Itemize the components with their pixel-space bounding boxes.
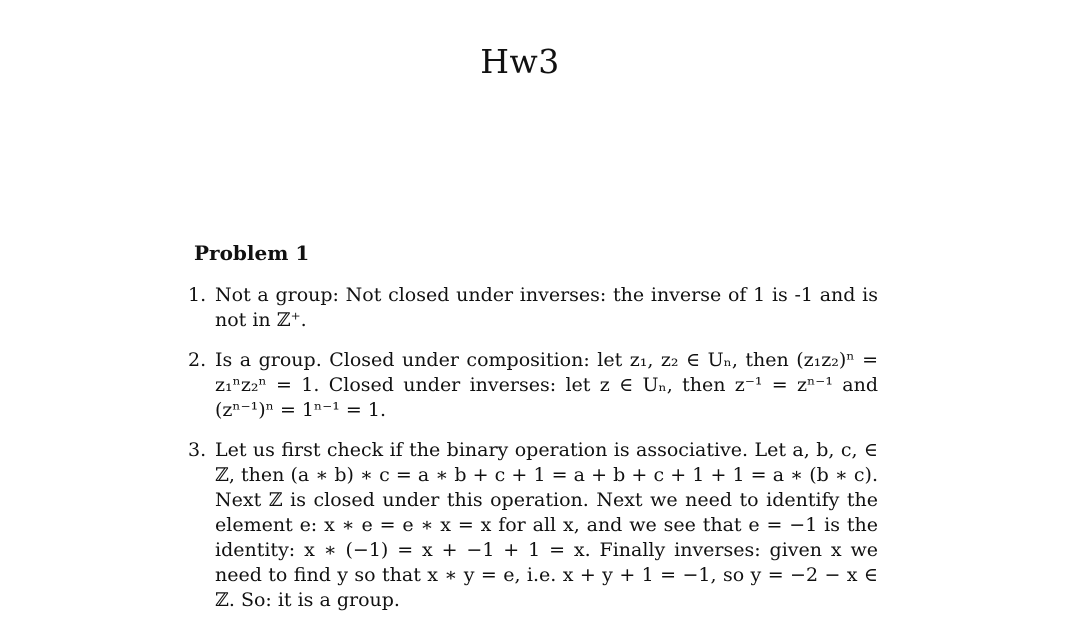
problem-text: Let us first check if the binary operation is associative. Let a, b, c, ∈ ℤ, then (a ∗ b) ∗ c = a ∗ b + c + 1 = a + b + c + 1 + 1 = a ∗ (b ∗ c). Next ℤ is closed under this operation. Next we need to identify the element e: x ∗ e = e ∗ x = x for all x, and we see that e = −1 is the identity: x ∗ (−1) = x + −1 + 1 = x. Finally inverses: given x we need to find y so that x ∗ y = e, i.e. x + y + 1 = −1, so y = −2 − x ∈ ℤ. So: it is a group. [215, 439, 878, 611]
problem-text: Not a group: Not closed under inverses: the inverse of 1 is -1 and is not in ℤ⁺. [215, 284, 878, 331]
problem-number: 1. [188, 284, 207, 306]
problem-item-3 [188, 438, 878, 613]
problem-number: 2. [188, 349, 207, 371]
section-heading: Problem 1 [194, 241, 310, 265]
problem-list [188, 283, 878, 628]
problem-number: 3. [188, 439, 207, 461]
problem-item-1 [188, 283, 878, 333]
document-title: Hw3 [480, 42, 560, 81]
problem-text: Is a group. Closed under composition: let z₁, z₂ ∈ Uₙ, then (z₁z₂)ⁿ = z₁ⁿz₂ⁿ = 1. Closed under inverses: let z ∈ Uₙ, then z⁻¹ = zⁿ⁻¹ and (zⁿ⁻¹)ⁿ = 1ⁿ⁻¹ = 1. [215, 349, 878, 421]
problem-item-2 [188, 348, 878, 423]
